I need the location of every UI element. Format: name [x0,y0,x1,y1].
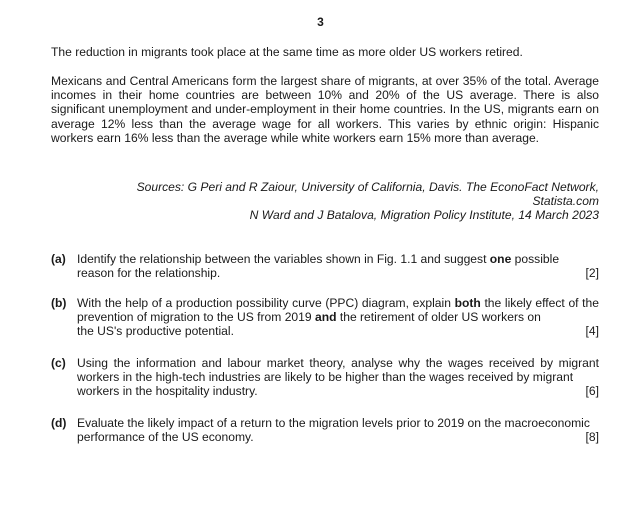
question-text-part: Using the information and labour market theory, analyse why the wages received by migrant workers in the high-tech industries are likely to be higher than the wages received by migrant [77,356,599,385]
question-text-last-line: performance of the US economy. [77,430,254,445]
question-text-part: Identify the relationship between the variables shown in Fig. 1.1 and suggest [77,252,490,266]
marks-label: [6] [585,384,599,399]
question-letter: (a) [51,252,66,266]
question-text [77,296,599,339]
sources-line-3: N Ward and J Batalova, Migration Policy Institute, 14 March 2023 [249,208,599,223]
question-letter: (c) [51,356,66,370]
sources-line-1: Sources: G Peri and R Zaiour, University of California, Davis. The EconoFact Network, [136,180,599,194]
question-text [77,356,599,399]
question-d [51,416,599,444]
question-b [51,296,599,339]
question-a [51,252,599,280]
question-emphasis: one [489,252,512,266]
marks-label: [4] [585,324,599,339]
question-c [51,356,599,399]
marks-label: [8] [585,430,599,445]
page-number: 3 [317,15,324,29]
question-text-part: With the help of a production possibility curve (PPC) diagram, explain [77,296,455,310]
question-emphasis: and [314,310,337,325]
question-text-part: Evaluate the likely impact of a return to the migration levels prior to 2019 on the macroeconomic [77,416,590,430]
question-text-last-line: reason for the relationship. [77,266,221,281]
question-emphasis: both [454,296,481,310]
question-text-last-line: the US's productive potential. [77,324,234,339]
question-text-part: the retirement of older US workers on [336,310,541,325]
question-text-last-line: workers in the hospitality industry. [77,384,258,399]
question-text-part: the likely effect of the prevention of migration to the US from 2019 [77,296,599,325]
question-text-part: possible [511,252,560,266]
paragraph-migrant-wages: Mexicans and Central Americans form the largest share of migrants, at over 35% of the total. Average incomes in their home countries are between 10% and 20% of the US average. There is also significant unemployment and under-employment in their home countries. In the US, migrants earn on average 12% less than the average wage for all workers. This varies by ethnic origin: Hispanic workers earn 16% less than the average while white workers earn 15% more than average. [51,74,599,145]
sources-citation [51,180,599,223]
question-letter: (b) [51,296,67,310]
paragraph-retirement: The reduction in migrants took place at the same time as more older US workers retired. [51,45,523,59]
question-letter: (d) [51,416,67,430]
marks-label: [2] [585,266,599,281]
question-text [77,416,599,444]
question-text [77,252,599,280]
sources-line-2: Statista.com [532,194,599,209]
